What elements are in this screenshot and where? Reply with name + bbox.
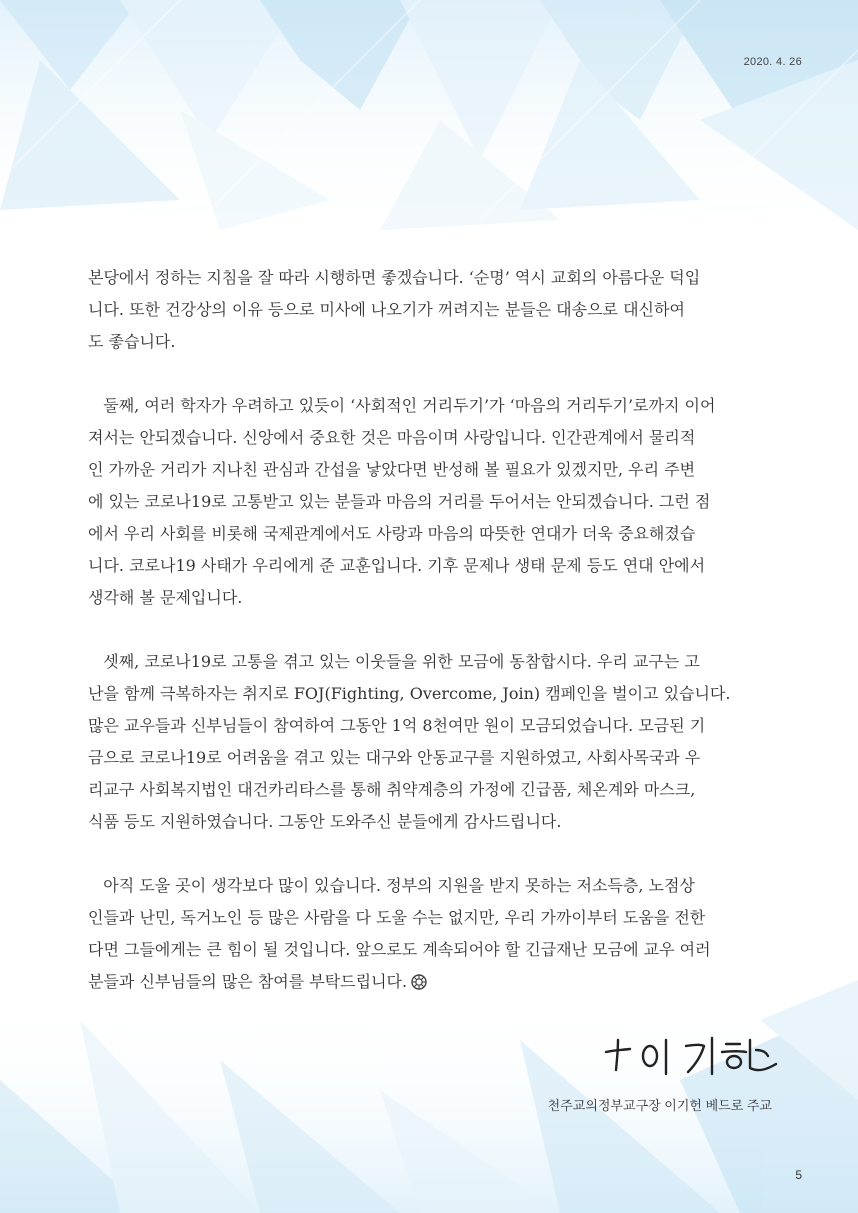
- text-line: 금으로 코로나19로 어려움을 겪고 있는 대구와 안동교구를 지원하였고, 사회사목국과 우: [88, 748, 701, 767]
- text-line: 본당에서 정하는 지침을 잘 따라 시행하면 좋겠습니다. ‘순명’ 역시 교회의 아름다운 덕입: [88, 268, 701, 287]
- text-line: 다면 그들에게는 큰 힘이 될 것입니다. 앞으로도 계속되어야 할 긴급재난 모금에 교우 여러: [88, 940, 711, 959]
- text-line: 생각해 볼 문제입니다.: [88, 588, 243, 607]
- text-line: 니다. 또한 건강상의 이유 등으로 미사에 나오기가 꺼려지는 분들은 대송으로 대신하여: [88, 300, 685, 319]
- text-line: [88, 966, 774, 998]
- text-line: 도 좋습니다.: [88, 332, 176, 351]
- text-line: 에 있는 코로나19로 고통받고 있는 분들과 마음의 거리를 두어서는 안되겠습니다. 그런 점: [88, 492, 711, 511]
- document-date: 2020. 4. 26: [743, 56, 802, 68]
- text-line: 셋째, 코로나19로 고통을 겪고 있는 이웃들을 위한 모금에 동참합시다. 우리 교구는 고: [88, 652, 700, 671]
- text-line: 에서 우리 사회를 비롯해 국제관계에서도 사랑과 마음의 따뜻한 연대가 더욱 중요해졌습: [88, 524, 696, 543]
- letter-body: [88, 262, 774, 1030]
- text-line: 리교구 사회복지법인 대건카리타스를 통해 취약계층의 가정에 긴급품, 체온계와 마스크,: [88, 780, 696, 799]
- page-number: 5: [795, 1168, 802, 1182]
- text-line: 식품 등도 지원하였습니다. 그동안 도와주신 분들에게 감사드립니다.: [88, 812, 562, 831]
- text-line: 인 가까운 거리가 지나친 관심과 간섭을 낳았다면 반성해 볼 필요가 있겠지만, 우리 주변: [88, 460, 696, 479]
- paragraph-3: [88, 646, 774, 838]
- text-line: 져서는 안되겠습니다. 신앙에서 중요한 것은 마음이며 사랑입니다. 인간관계에서 물리적: [88, 428, 696, 447]
- text-line: 난을 함께 극복하자는 취지로 FOJ(Fighting, Overcome, Join) 캠페인을 벌이고 있습니다.: [88, 684, 731, 703]
- paragraph-2: [88, 390, 774, 614]
- handwritten-signature-icon: [600, 1030, 780, 1080]
- paragraph-4: [88, 870, 774, 998]
- text-line: 인들과 난민, 독거노인 등 많은 사람을 다 도울 수는 없지만, 우리 가까이부터 도움을 전한: [88, 908, 706, 927]
- text-line-content: 분들과 신부님들의 많은 참여를 부탁드립니다.: [88, 972, 408, 991]
- paragraph-1: [88, 262, 774, 358]
- text-line: 둘째, 여러 학자가 우려하고 있듯이 ‘사회적인 거리두기’가 ‘마음의 거리두기’로까지 이어: [88, 396, 716, 415]
- text-line: 아직 도울 곳이 생각보다 많이 있습니다. 정부의 지원을 받지 못하는 저소득층, 노점상: [88, 876, 695, 895]
- emblem-icon: [411, 974, 427, 990]
- text-line: 니다. 코로나19 사태가 우리에게 준 교훈입니다. 기후 문제나 생태 문제 등도 연대 안에서: [88, 556, 706, 575]
- signer-name: 천주교의정부교구장 이기헌 베드로 주교: [547, 1098, 772, 1113]
- text-line: 많은 교우들과 신부님들이 참여하여 그동안 1억 8천여만 원이 모금되었습니다. 모금된 기: [88, 716, 706, 735]
